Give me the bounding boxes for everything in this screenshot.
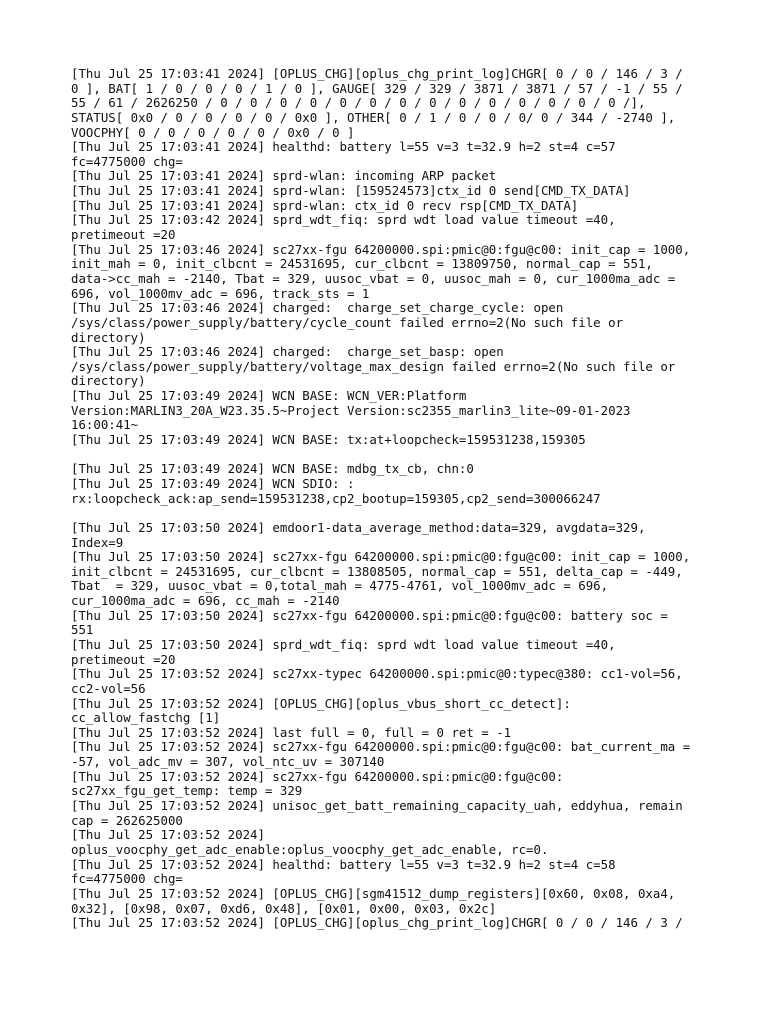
log-line: /sys/class/power_supply/battery/voltage_max_design failed errno=2(No such file or: [71, 358, 676, 374]
log-line: [Thu Jul 25 17:03:50 2024] sc27xx-fgu 64200000.spi:pmic@0:fgu@c00: battery soc =: [71, 607, 668, 623]
log-line: 55 / 61 / 2626250 / 0 / 0 / 0 / 0 / 0 / 0 / 0 / 0 / 0 / 0 / 0 / 0 / 0 / 0 /],: [71, 95, 646, 111]
log-line: [Thu Jul 25 17:03:41 2024] healthd: battery l=55 v=3 t=32.9 h=2 st=4 c=57: [71, 139, 616, 155]
log-line: [Thu Jul 25 17:03:49 2024] WCN BASE: mdbg_tx_cb, chn:0: [71, 461, 474, 477]
log-line: [Thu Jul 25 17:03:52 2024] healthd: battery l=55 v=3 t=32.9 h=2 st=4 c=58: [71, 856, 616, 872]
log-line: 0 ], BAT[ 1 / 0 / 0 / 0 / 1 / 0 ], GAUGE[ 329 / 329 / 3871 / 3871 / 57 / -1 / 55 /: [71, 80, 683, 96]
log-line: [Thu Jul 25 17:03:42 2024] sprd_wdt_fiq: sprd wdt load value timeout =40,: [71, 212, 616, 228]
log-line: [Thu Jul 25 17:03:41 2024] sprd-wlan: [159524573]ctx_id 0 send[CMD_TX_DATA]: [71, 183, 631, 199]
log-line: [Thu Jul 25 17:03:52 2024] sc27xx-fgu 64200000.spi:pmic@0:fgu@c00: bat_current_ma =: [71, 739, 691, 755]
log-line: [Thu Jul 25 17:03:52 2024] [OPLUS_CHG][oplus_chg_print_log]CHGR[ 0 / 0 / 146 / 3 /: [71, 915, 683, 931]
log-line: cur_1000ma_adc = 696, cc_mah = -2140: [71, 593, 340, 609]
log-line: [Thu Jul 25 17:03:52 2024] [OPLUS_CHG][oplus_vbus_short_cc_detect]:: [71, 695, 571, 711]
log-line: cc_allow_fastchg [1]: [71, 710, 221, 726]
log-line: [Thu Jul 25 17:03:49 2024] WCN BASE: tx:at+loopcheck=159531238,159305: [71, 432, 586, 448]
log-line: [71, 448, 751, 463]
log-line: [Thu Jul 25 17:03:46 2024] charged: charge_set_charge_cycle: open: [71, 300, 564, 316]
log-line: [Thu Jul 25 17:03:52 2024] sc27xx-typec 64200000.spi:pmic@0:typec@380: cc1-vol=56,: [71, 666, 683, 682]
log-line: data->cc_mah = -2140, Tbat = 329, uusoc_vbat = 0, uusoc_mah = 0, cur_1000ma_adc =: [71, 270, 676, 286]
log-line: cap = 262625000: [71, 812, 183, 828]
log-line: fc=4775000 chg=: [71, 153, 183, 169]
log-line: 696, vol_1000mv_adc = 696, track_sts = 1: [71, 285, 370, 301]
log-line: 551: [71, 622, 94, 638]
log-line: [Thu Jul 25 17:03:50 2024] sprd_wdt_fiq: sprd wdt load value timeout =40,: [71, 636, 616, 652]
log-line: [Thu Jul 25 17:03:46 2024] sc27xx-fgu 64200000.spi:pmic@0:fgu@c00: init_cap = 1000,: [71, 241, 691, 257]
log-line: [Thu Jul 25 17:03:41 2024] [OPLUS_CHG][oplus_chg_print_log]CHGR[ 0 / 0 / 146 / 3 /: [71, 66, 683, 81]
log-line: STATUS[ 0x0 / 0 / 0 / 0 / 0 / 0x0 ], OTHER[ 0 / 1 / 0 / 0 / 0/ 0 / 344 / -2740 ],: [71, 109, 676, 125]
log-line: oplus_voocphy_get_adc_enable:oplus_voocphy_get_adc_enable, rc=0.: [71, 841, 549, 857]
log-line: 0x32], [0x98, 0x07, 0xd6, 0x48], [0x01, 0x00, 0x03, 0x2c]: [71, 900, 497, 916]
log-line: -57, vol_adc_mv = 307, vol_ntc_uv = 307140: [71, 754, 385, 770]
log-document: [71, 67, 751, 931]
log-line: [Thu Jul 25 17:03:52 2024]: [71, 827, 265, 843]
log-line: [71, 506, 751, 521]
log-line: [Thu Jul 25 17:03:52 2024] [OPLUS_CHG][sgm41512_dump_registers][0x60, 0x08, 0xa4,: [71, 885, 676, 901]
log-line: [Thu Jul 25 17:03:46 2024] charged: charge_set_basp: open: [71, 344, 504, 360]
log-line: fc=4775000 chg=: [71, 871, 183, 887]
log-line: [Thu Jul 25 17:03:49 2024] WCN SDIO: :: [71, 475, 355, 491]
log-line: sc27xx_fgu_get_temp: temp = 329: [71, 783, 303, 799]
log-line: [Thu Jul 25 17:03:52 2024] last full = 0, full = 0 ret = -1: [71, 724, 512, 740]
log-line: [Thu Jul 25 17:03:50 2024] sc27xx-fgu 64200000.spi:pmic@0:fgu@c00: init_cap = 1000,: [71, 549, 691, 565]
log-line: [Thu Jul 25 17:03:49 2024] WCN BASE: WCN_VER:Platform: [71, 388, 467, 404]
log-line: 16:00:41~: [71, 417, 139, 433]
log-line: Version:MARLIN3_20A_W23.35.5~Project Version:sc2355_marlin3_lite~09-01-2023: [71, 402, 631, 418]
log-line: directory): [71, 373, 146, 389]
log-line: [Thu Jul 25 17:03:52 2024] sc27xx-fgu 64200000.spi:pmic@0:fgu@c00:: [71, 768, 564, 784]
log-line: init_clbcnt = 24531695, cur_clbcnt = 13808505, normal_cap = 551, delta_cap = -449,: [71, 563, 683, 579]
log-line: [Thu Jul 25 17:03:41 2024] sprd-wlan: ctx_id 0 recv rsp[CMD_TX_DATA]: [71, 197, 579, 213]
log-line: directory): [71, 329, 146, 345]
log-line: /sys/class/power_supply/battery/cycle_count failed errno=2(No such file or: [71, 314, 624, 330]
log-line: Index=9: [71, 534, 124, 550]
log-line: pretimeout =20: [71, 651, 176, 667]
log-line: init_mah = 0, init_clbcnt = 24531695, cur_clbcnt = 13809750, normal_cap = 551,: [71, 256, 653, 272]
log-line: rx:loopcheck_ack:ap_send=159531238,cp2_bootup=159305,cp2_send=300066247: [71, 490, 601, 506]
log-line: Tbat = 329, uusoc_vbat = 0,total_mah = 4775-4761, vol_1000mv_adc = 696,: [71, 578, 609, 594]
log-line: cc2-vol=56: [71, 680, 146, 696]
log-line: [Thu Jul 25 17:03:41 2024] sprd-wlan: incoming ARP packet: [71, 168, 497, 184]
log-line: VOOCPHY[ 0 / 0 / 0 / 0 / 0 / 0x0 / 0 ]: [71, 124, 355, 140]
log-line: [Thu Jul 25 17:03:52 2024] unisoc_get_batt_remaining_capacity_uah, eddyhua, remain: [71, 798, 683, 814]
log-line: [Thu Jul 25 17:03:50 2024] emdoor1-data_average_method:data=329, avgdata=329,: [71, 519, 646, 535]
log-line: pretimeout =20: [71, 227, 176, 243]
